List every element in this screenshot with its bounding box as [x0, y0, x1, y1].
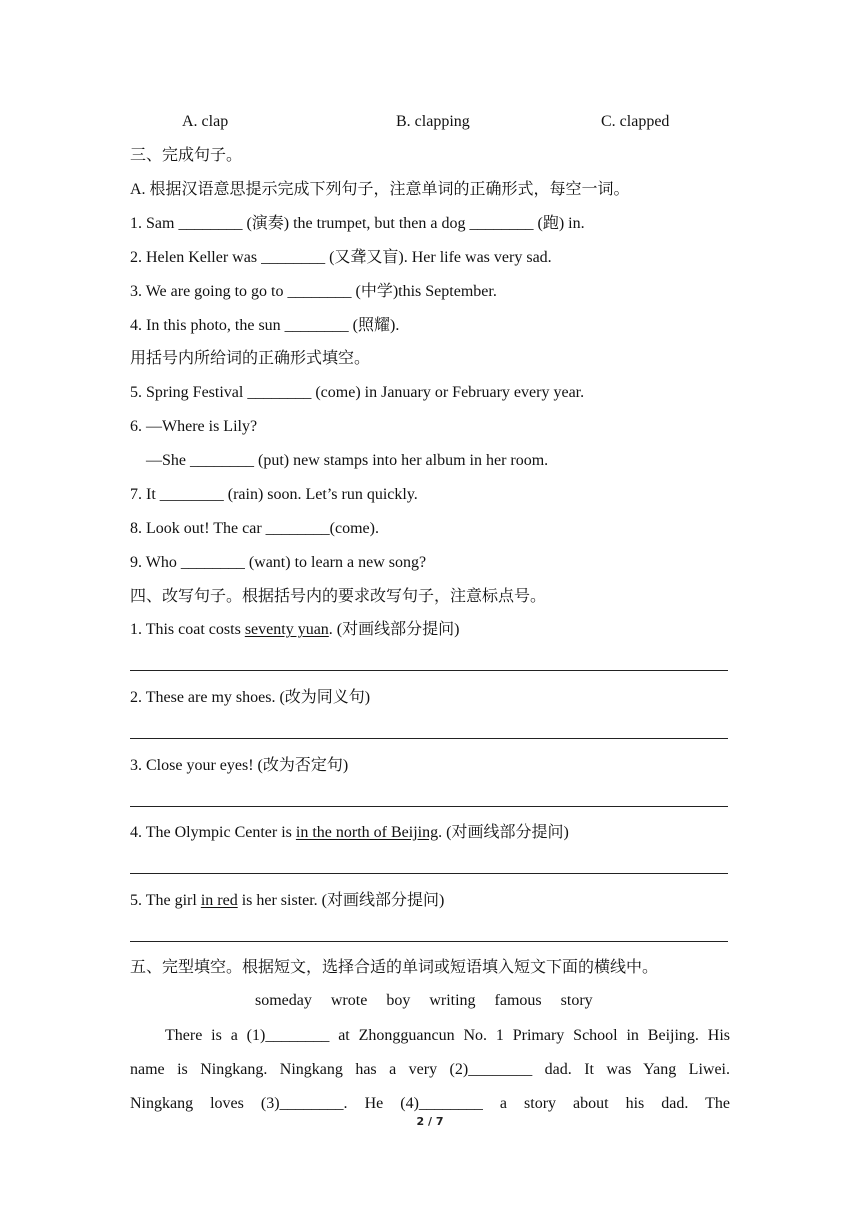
section4-heading: 四、改写句子。根据括号内的要求改写句子，注意标点号。: [130, 588, 547, 605]
question-3-3: 3. We are going to go to ________ (中学)this September.: [130, 283, 497, 300]
option-b: B. clapping: [396, 113, 470, 130]
question-3-7: 7. It ________ (rain) soon. Let’s run quickly.: [130, 486, 418, 503]
answer-line-4-3[interactable]: [130, 806, 728, 807]
question-3-5: 5. Spring Festival ________ (come) in January or February every year.: [130, 384, 585, 401]
underlined-phrase: in red: [200, 892, 238, 909]
word-bank-item: writing: [429, 992, 476, 1009]
question-4-5: 5. The girl in red is her sister. (对画线部分提问): [130, 892, 445, 909]
word-bank-item: boy: [386, 992, 411, 1009]
answer-line-4-5[interactable]: [130, 941, 728, 942]
question-3-6-answer: —She ________ (put) new stamps into her album in her room.: [146, 452, 549, 469]
passage-line-2: name is Ningkang. Ningkang has a very (2)________ dad. It was Yang Liwei.: [130, 1061, 730, 1078]
question-4-2: 2. These are my shoes. (改为同义句): [130, 689, 371, 706]
answer-line-4-1[interactable]: [130, 670, 728, 671]
option-a: A. clap: [182, 113, 229, 130]
question-3-1: 1. Sam ________ (演奏) the trumpet, but then a dog ________ (跑) in.: [130, 215, 585, 232]
question-4-1: 1. This coat costs seventy yuan. (对画线部分提问): [130, 621, 460, 638]
question-3-8: 8. Look out! The car ________(come).: [130, 520, 379, 537]
question-3-4: 4. In this photo, the sun ________ (照耀).: [130, 317, 400, 334]
word-bank-item: story: [560, 992, 593, 1009]
word-bank-item: famous: [494, 992, 542, 1009]
word-bank-item: wrote: [330, 992, 368, 1009]
question-4-3: 3. Close your eyes! (改为否定句): [130, 757, 349, 774]
page-number: 2 / 7: [416, 1115, 444, 1128]
answer-line-4-2[interactable]: [130, 738, 728, 739]
section5-heading: 五、完型填空。根据短文，选择合适的单词或短语填入短文下面的横线中。: [130, 959, 659, 976]
question-3-2: 2. Helen Keller was ________ (又聋又盲). Her life was very sad.: [130, 249, 552, 266]
section3-heading: 三、完成句子。: [130, 147, 243, 164]
passage-line-3: Ningkang loves (3)________. He (4)________ a story about his dad. The: [130, 1095, 730, 1112]
underlined-phrase: seventy yuan: [244, 621, 329, 638]
word-bank: [255, 991, 612, 1011]
word-bank-item: someday: [255, 992, 312, 1009]
section3-part-b-instructions: 用括号内所给词的正确形式填空。: [130, 350, 371, 367]
question-3-6-question: 6. —Where is Lily?: [130, 418, 258, 435]
question-3-9: 9. Who ________ (want) to learn a new song?: [130, 554, 427, 571]
passage-line-1: There is a (1)________ at Zhongguancun No. 1 Primary School in Beijing. His: [165, 1027, 730, 1044]
underlined-phrase: in the north of Beijing: [295, 824, 439, 841]
answer-line-4-4[interactable]: [130, 873, 728, 874]
option-c: C. clapped: [601, 113, 670, 130]
section3-part-a-instructions: A. 根据汉语意思提示完成下列句子，注意单词的正确形式，每空一词。: [130, 181, 630, 198]
question-4-4: 4. The Olympic Center is in the north of Beijing. (对画线部分提问): [130, 824, 569, 841]
